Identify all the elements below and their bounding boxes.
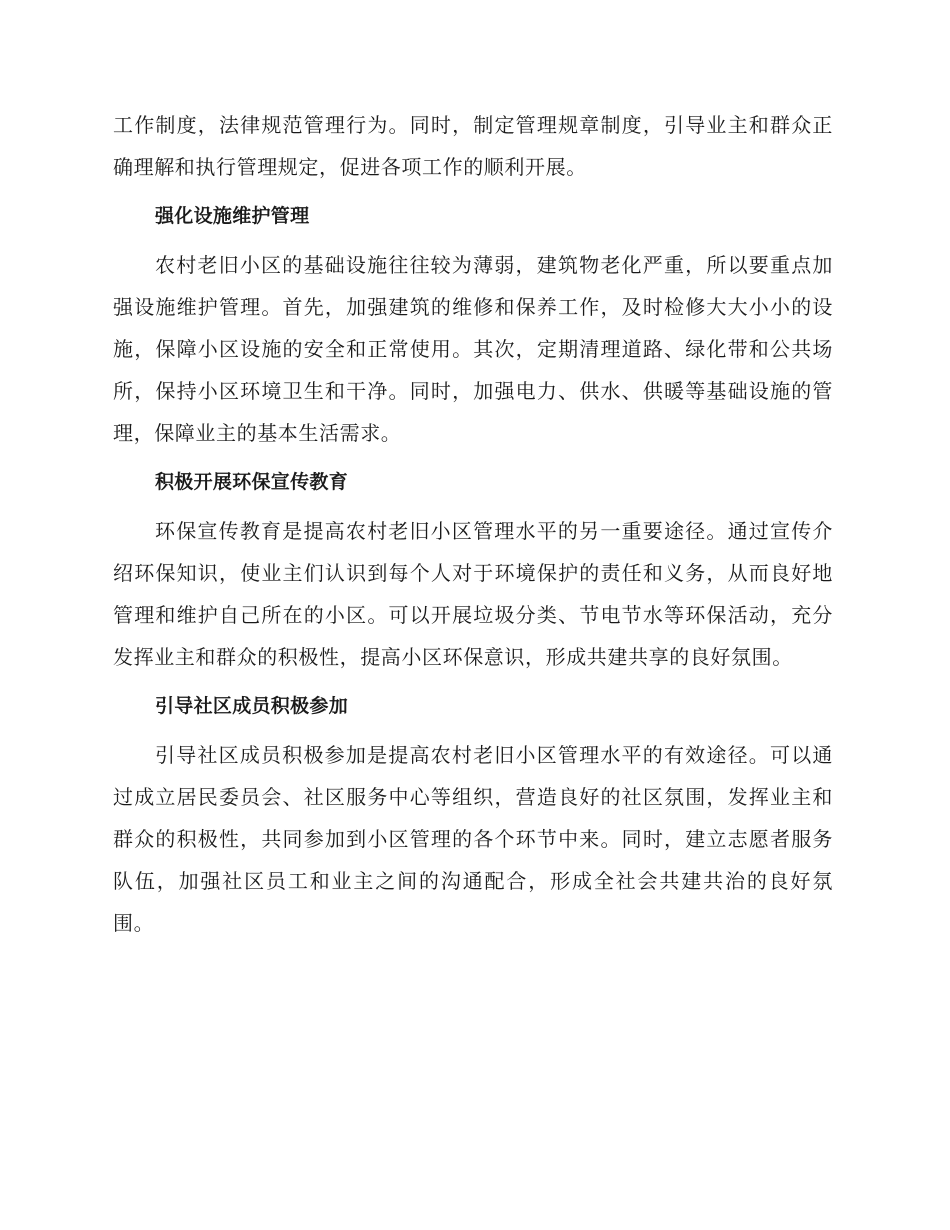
- section-heading: 强化设施维护管理: [155, 205, 310, 227]
- section-body: 农村老旧小区的基础设施往往较为薄弱，建筑物老化严重，所以要重点加强设施维护管理。首先，加强建筑的维修和保养工作，及时检修大大小小的设施，保障小区设施的安全和正常使用。其次，定期清理道路、绿化带和公共场所，保持小区环境卫生和干净。同时，加强电力、供水、供暖等基础设施的管理，保障业主的基本生活需求。: [113, 253, 833, 445]
- section-community-participation: [113, 692, 833, 944]
- section-heading: 引导社区成员积极参加: [155, 695, 349, 717]
- section-environmental-education: [113, 468, 833, 678]
- intro-paragraph: 工作制度，法律规范管理行为。同时，制定管理规章制度，引导业主和群众正确理解和执行管理规定，促进各项工作的顺利开展。: [113, 113, 833, 179]
- section-heading: 积极开展环保宣传教育: [155, 471, 349, 493]
- document-page: [113, 104, 833, 944]
- section-facility-maintenance: [113, 202, 833, 454]
- section-body: 环保宣传教育是提高农村老旧小区管理水平的另一重要途径。通过宣传介绍环保知识，使业主们认识到每个人对于环境保护的责任和义务，从而良好地管理和维护自己所在的小区。可以开展垃圾分类、节电节水等环保活动，充分发挥业主和群众的积极性，提高小区环保意识，形成共建共享的良好氛围。: [113, 519, 833, 669]
- section-body: 引导社区成员积极参加是提高农村老旧小区管理水平的有效途径。可以通过成立居民委员会、社区服务中心等组织，营造良好的社区氛围，发挥业主和群众的积极性，共同参加到小区管理的各个环节中来。同时，建立志愿者服务队伍，加强社区员工和业主之间的沟通配合，形成全社会共建共治的良好氛围。: [113, 743, 833, 935]
